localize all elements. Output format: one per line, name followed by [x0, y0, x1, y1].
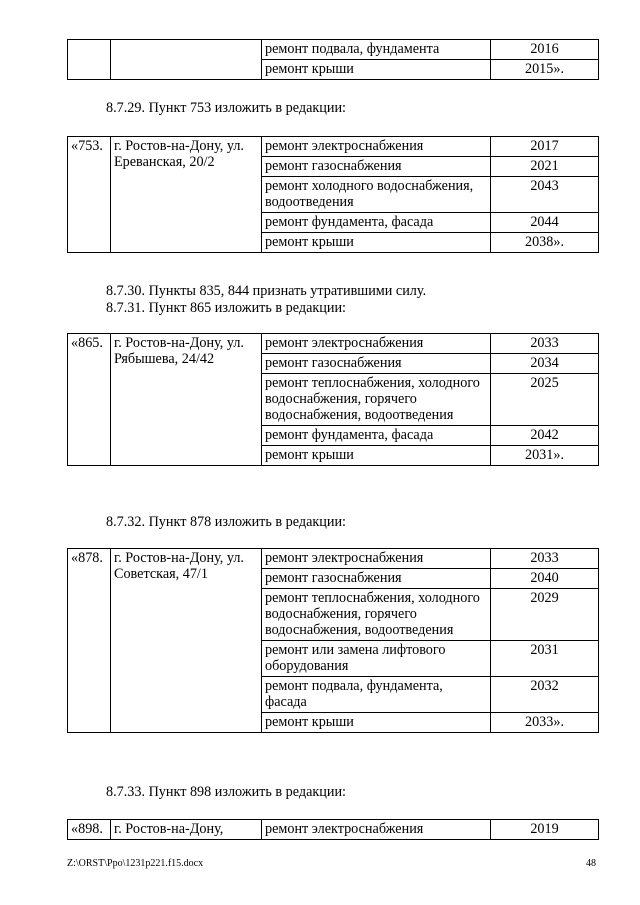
table-item-878 — [67, 548, 598, 733]
year-cell: 2034 — [491, 354, 599, 374]
table-item-865 — [67, 333, 598, 466]
work-cell: ремонт подвала, фундамента, фасада — [262, 677, 491, 713]
year-cell: 2017 — [491, 137, 599, 157]
work-cell: ремонт газоснабжения — [262, 157, 491, 177]
year-cell: 2031». — [491, 446, 599, 466]
year-cell: 2019 — [491, 820, 599, 840]
year-cell: 2015». — [491, 60, 599, 80]
number-cell: «753. — [68, 137, 111, 253]
page-number: 48 — [586, 858, 596, 869]
paragraph-8-7-32: 8.7.32. Пункт 878 изложить в редакции: — [106, 514, 346, 530]
work-cell: ремонт электроснабжения — [262, 137, 491, 157]
year-cell: 2033 — [491, 334, 599, 354]
year-cell: 2025 — [491, 374, 599, 426]
year-cell: 2021 — [491, 157, 599, 177]
table-item-898 — [67, 819, 598, 840]
number-cell: «865. — [68, 334, 111, 466]
work-cell: ремонт фундамента, фасада — [262, 426, 491, 446]
work-cell: ремонт фундамента, фасада — [262, 213, 491, 233]
year-cell: 2033 — [491, 549, 599, 569]
year-cell: 2044 — [491, 213, 599, 233]
table-row — [68, 820, 599, 840]
work-cell: ремонт электроснабжения — [262, 334, 491, 354]
address-cell: г. Ростов-на-Дону, ул. Рябышева, 24/42 — [111, 334, 262, 466]
address-cell: г. Ростов-на-Дону, ул. Ереванская, 20/2 — [111, 137, 262, 253]
table-item-753 — [67, 136, 598, 253]
work-cell: ремонт электроснабжения — [262, 820, 491, 840]
work-cell: ремонт холодного водоснабжения, водоотведения — [262, 177, 491, 213]
work-cell: ремонт теплоснабжения, холодного водоснабжения, горячего водоснабжения, водоотведения — [262, 374, 491, 426]
address-cell: г. Ростов-на-Дону, — [111, 820, 262, 840]
address-cell: г. Ростов-на-Дону, ул. Советская, 47/1 — [111, 549, 262, 733]
work-cell: ремонт крыши — [262, 713, 491, 733]
year-cell: 2032 — [491, 677, 599, 713]
work-cell: ремонт газоснабжения — [262, 569, 491, 589]
year-cell: 2040 — [491, 569, 599, 589]
number-cell — [68, 40, 111, 80]
table-row — [68, 334, 599, 354]
paragraph-8-7-29: 8.7.29. Пункт 753 изложить в редакции: — [106, 100, 346, 116]
work-cell: ремонт крыши — [262, 233, 491, 253]
work-cell: ремонт электроснабжения — [262, 549, 491, 569]
table-row — [68, 40, 599, 60]
year-cell: 2043 — [491, 177, 599, 213]
footer-file-path: Z:\ORST\Ppo\1231p221.f15.docx — [67, 858, 204, 869]
paragraph-8-7-31: 8.7.31. Пункт 865 изложить в редакции: — [106, 300, 346, 316]
number-cell: «878. — [68, 549, 111, 733]
year-cell: 2029 — [491, 589, 599, 641]
work-cell: ремонт подвала, фундамента — [262, 40, 491, 60]
year-cell: 2031 — [491, 641, 599, 677]
table-row — [68, 137, 599, 157]
year-cell: 2038». — [491, 233, 599, 253]
year-cell: 2042 — [491, 426, 599, 446]
work-cell: ремонт газоснабжения — [262, 354, 491, 374]
work-cell: ремонт крыши — [262, 446, 491, 466]
paragraph-8-7-30: 8.7.30. Пункты 835, 844 признать утратившими силу. — [106, 283, 427, 299]
paragraph-8-7-33: 8.7.33. Пункт 898 изложить в редакции: — [106, 784, 346, 800]
year-cell: 2033». — [491, 713, 599, 733]
work-cell: ремонт теплоснабжения, холодного водоснабжения, горячего водоснабжения, водоотведения — [262, 589, 491, 641]
work-cell: ремонт крыши — [262, 60, 491, 80]
address-cell — [111, 40, 262, 80]
year-cell: 2016 — [491, 40, 599, 60]
work-cell: ремонт или замена лифтового оборудования — [262, 641, 491, 677]
table-continuation — [67, 39, 598, 80]
table-row — [68, 549, 599, 569]
number-cell: «898. — [68, 820, 111, 840]
